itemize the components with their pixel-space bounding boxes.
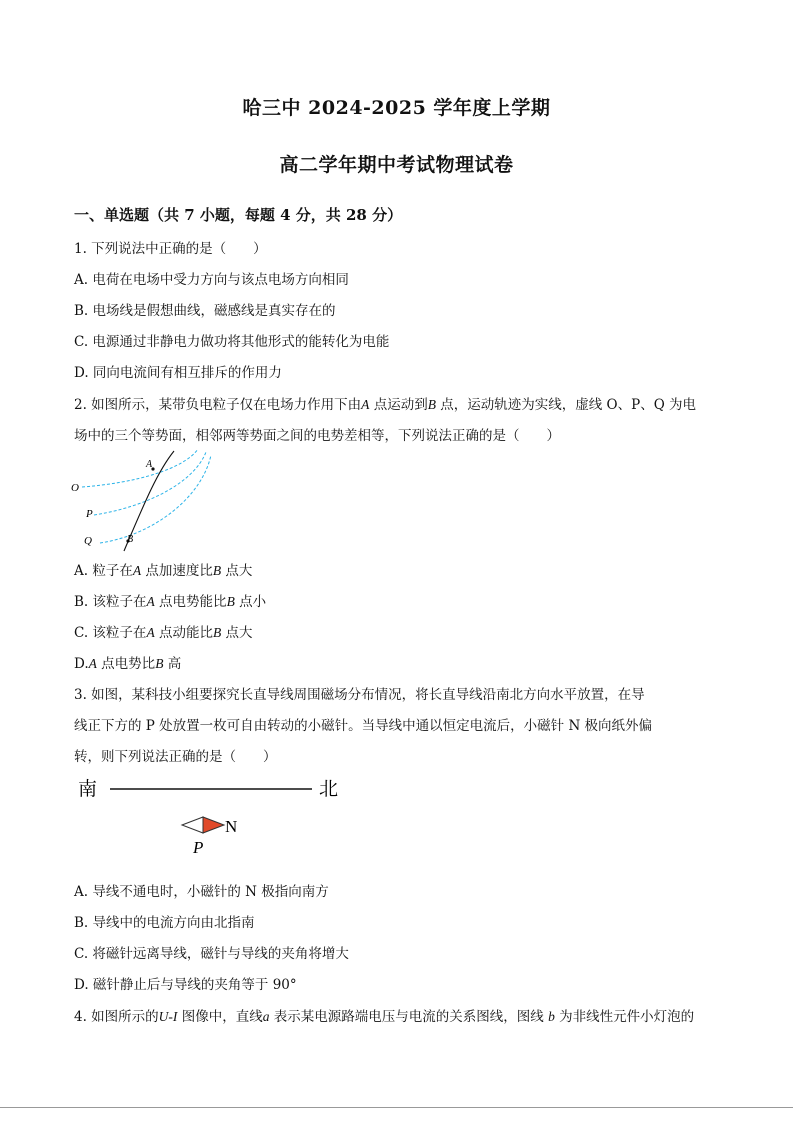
q2-stem-text2: 点运动到 bbox=[369, 397, 428, 413]
q2-option-d bbox=[74, 652, 181, 672]
q3-stem-line3: 转，则下列说法正确的是（ ） bbox=[74, 749, 277, 765]
label-south: 南 bbox=[78, 779, 98, 800]
label-b: B bbox=[127, 534, 134, 545]
q2-stem-text1: 2. 如图所示，某带负电粒子仅在电场力作用下由 bbox=[74, 397, 362, 413]
q2-option-b-var2: B bbox=[226, 594, 235, 609]
q2-stem-var-a: A bbox=[361, 397, 370, 412]
q2-option-c bbox=[74, 621, 253, 641]
q4-stem-text4: 为非线性元件小灯泡的 bbox=[554, 1009, 695, 1025]
q2-option-b-text: B. 该粒子在 bbox=[74, 594, 147, 610]
label-north: 北 bbox=[319, 779, 339, 800]
q2-stem-text3: 点，运动轨迹为实线，虚线 O、P、Q 为电 bbox=[435, 397, 697, 413]
q2-option-d-text: D. bbox=[74, 656, 89, 672]
q4-stem-text1: 4. 如图所示的 bbox=[74, 1009, 159, 1025]
q2-option-a-mid: 点加速度比 bbox=[141, 563, 213, 579]
q3-figure bbox=[74, 773, 354, 859]
label-p-point: P bbox=[193, 838, 204, 857]
label-p: P bbox=[86, 508, 93, 520]
exam-title-line1: 哈三中 2024-2025 学年度上学期 bbox=[242, 97, 551, 119]
equipotential-o bbox=[82, 449, 198, 487]
q2-stem-var-b: B bbox=[427, 397, 436, 412]
q1-stem: 1. 下列说法中正确的是（ ） bbox=[74, 241, 267, 257]
q2-option-c-mid: 点动能比 bbox=[154, 625, 213, 641]
q1-option-b: B. 电场线是假想曲线，磁感线是真实存在的 bbox=[74, 303, 336, 319]
section-heading: 一、单选题（共 7 小题，每题 4 分，共 28 分） bbox=[74, 206, 403, 224]
q2-option-c-var1: A bbox=[146, 625, 155, 640]
q4-stem-var-ui: U-I bbox=[158, 1009, 178, 1024]
q2-option-d-var1: A bbox=[88, 656, 97, 671]
q2-option-a-text: A. 粒子在 bbox=[74, 563, 133, 579]
q2-option-b-mid: 点电势能比 bbox=[154, 594, 227, 610]
q2-option-b-var1: A bbox=[146, 594, 155, 609]
q2-option-d-post: 高 bbox=[163, 656, 182, 672]
page-bottom-rule bbox=[0, 1107, 793, 1108]
q2-option-b bbox=[74, 590, 266, 610]
q3-option-a: A. 导线不通电时，小磁针的 N 极指向南方 bbox=[74, 884, 329, 900]
q2-option-a bbox=[74, 559, 252, 579]
q2-stem-line2: 场中的三个等势面，相邻两等势面之间的电势差相等，下列说法正确的是（ ） bbox=[74, 428, 560, 444]
q3-option-d: D. 磁针静止后与导线的夹角等于 90° bbox=[74, 977, 297, 993]
q4-stem-var-a: a bbox=[262, 1009, 270, 1024]
equipotential-q bbox=[100, 455, 211, 543]
q2-option-a-post: 点大 bbox=[221, 563, 253, 579]
q4-stem-line1 bbox=[74, 1005, 694, 1025]
q2-option-c-text: C. 该粒子在 bbox=[74, 625, 147, 641]
q3-option-b: B. 导线中的电流方向由北指南 bbox=[74, 915, 255, 931]
q3-stem-line2: 线正下方的 P 处放置一枚可自由转动的小磁针。当导线中通以恒定电流后，小磁针 N 极向纸外偏 bbox=[74, 718, 653, 734]
q3-option-c: C. 将磁针远离导线，磁针与导线的夹角将增大 bbox=[74, 946, 349, 962]
needle-north-half bbox=[203, 817, 224, 833]
q4-stem-text3: 表示某电源路端电压与电流的关系图线，图线 bbox=[269, 1009, 549, 1025]
q2-option-a-var1: A bbox=[132, 563, 142, 578]
label-a: A bbox=[146, 459, 153, 470]
q2-figure bbox=[66, 447, 216, 555]
q3-stem-line1: 3. 如图，某科技小组要探究长直导线周围磁场分布情况，将长直导线沿南北方向水平放置，在导 bbox=[74, 687, 645, 703]
q2-stem-line1 bbox=[74, 393, 696, 413]
q2-option-c-post: 点大 bbox=[221, 625, 253, 641]
exam-title-line2: 高二学年期中考试物理试卷 bbox=[279, 154, 514, 176]
label-o: O bbox=[71, 482, 79, 494]
q2-option-d-var2: B bbox=[155, 656, 164, 671]
q2-option-b-post: 点小 bbox=[234, 594, 267, 610]
label-q: Q bbox=[84, 535, 92, 547]
q2-option-a-var2: B bbox=[212, 563, 222, 578]
q2-option-c-var2: B bbox=[212, 625, 222, 640]
needle-south-half bbox=[182, 817, 203, 833]
q4-stem-text2: 图像中，直线 bbox=[177, 1009, 263, 1025]
q1-option-d: D. 同向电流间有相互排斥的作用力 bbox=[74, 365, 282, 381]
q1-option-c: C. 电源通过非静电力做功将其他形式的能转化为电能 bbox=[74, 334, 390, 350]
q2-option-d-mid: 点电势比 bbox=[96, 656, 156, 672]
label-n-pole: N bbox=[225, 817, 238, 836]
q4-stem-var-b: b bbox=[548, 1009, 555, 1024]
q1-option-a: A. 电荷在电场中受力方向与该点电场方向相同 bbox=[74, 272, 349, 288]
